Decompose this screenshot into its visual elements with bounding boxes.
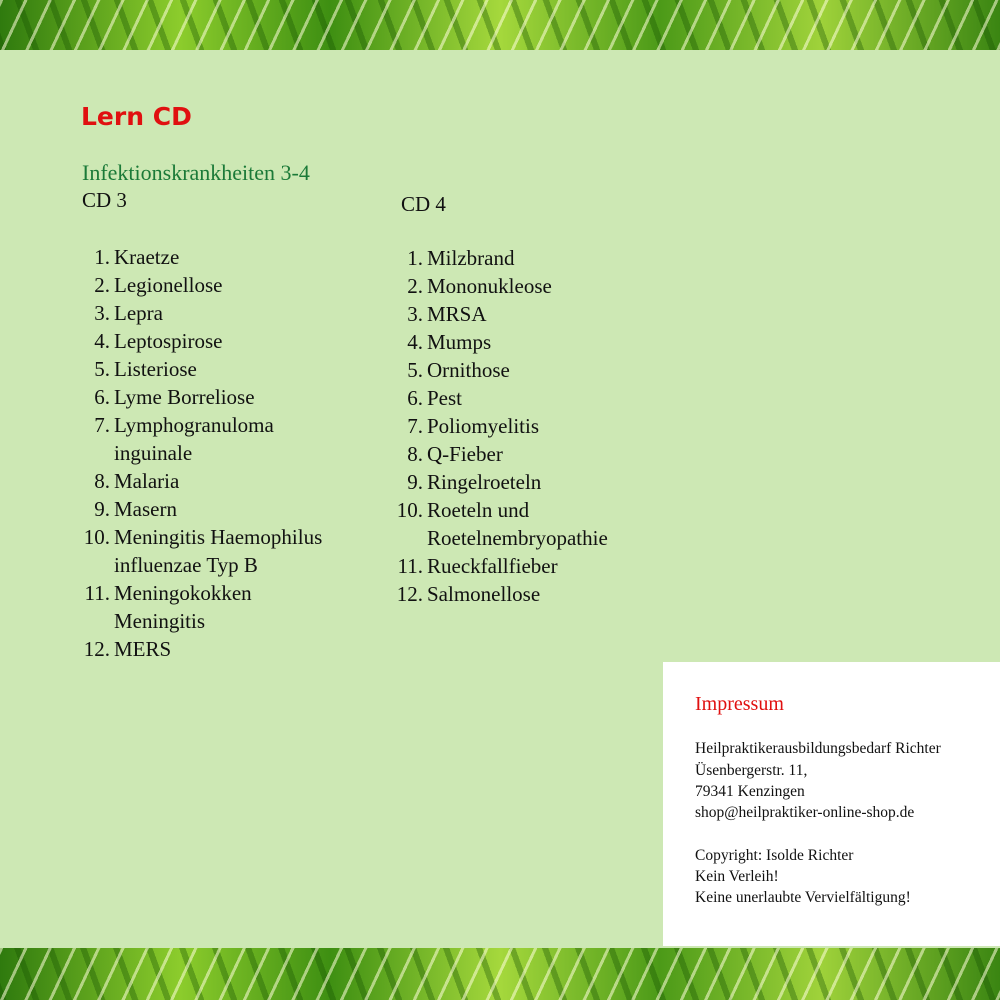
list-item-number: 10. [83,525,110,549]
list-item-number: 4. [94,329,110,353]
list-item-label: Legionellose [114,273,223,297]
cd3-list [76,243,322,663]
cd3-heading: CD 3 [82,188,127,212]
list-item-number: 8. [407,442,423,466]
cd4-heading: CD 4 [401,192,446,216]
list-item-number: 10. [396,498,423,522]
list-item-label: Meningitis [114,609,206,633]
bottom-grass-banner [0,948,1000,1000]
list-item-number: 3. [407,302,423,326]
list-item-label: Salmonellose [427,582,541,606]
list-item-number: 3. [94,301,110,325]
list-item [389,496,608,524]
list-item-number: 5. [94,357,110,381]
list-item-number: 11. [397,554,423,578]
list-item-label: Roeteln und [427,498,530,522]
list-item [76,495,322,523]
impressum-box [663,662,1000,946]
impressum-no-copy: Keine unerlaubte Vervielfältigung! [695,889,911,906]
list-item-label: Meningokokken [114,581,252,605]
list-item [389,272,608,300]
list-item-label: Rueckfallfieber [427,554,558,578]
list-item-label: Mononukleose [427,274,552,298]
list-item [389,552,608,580]
list-item-label: Q-Fieber [427,442,503,466]
impressum-city: 79341 Kenzingen [695,783,805,800]
list-item [76,383,322,411]
list-item [76,439,322,467]
list-item [76,411,322,439]
list-item [389,356,608,384]
page-subtitle: Infektionskrankheiten 3-4 [82,160,310,185]
list-item [76,551,322,579]
list-item [76,327,322,355]
list-item-label: Leptospirose [114,329,223,353]
list-item [76,271,322,299]
impressum-street: Üsenbergerstr. 11, [695,762,808,779]
list-item [389,300,608,328]
list-item-label: Ringelroeteln [427,470,542,494]
list-item-label: Roetelnembryopathie [427,526,608,550]
list-item [76,523,322,551]
list-item [76,579,322,607]
list-item [389,244,608,272]
list-item-label: Lymphogranuloma [114,413,274,437]
list-item-number: 2. [94,273,110,297]
list-item-number: 12. [83,637,110,661]
list-item-number: 11. [84,581,110,605]
list-item-number: 1. [94,245,110,269]
list-item-number: 7. [94,413,110,437]
list-item [389,580,608,608]
list-item-label: MRSA [427,302,487,326]
list-item-number: 7. [407,414,423,438]
list-item [389,384,608,412]
list-item [76,355,322,383]
list-item-label: Meningitis Haemophilus [114,525,323,549]
list-item-label: Listeriose [114,357,197,381]
list-item-number: 9. [94,497,110,521]
list-item-label: Lepra [114,301,163,325]
list-item [389,468,608,496]
list-item-number: 5. [407,358,423,382]
list-item-label: Ornithose [427,358,510,382]
list-item-label: Masern [114,497,177,521]
list-item [76,299,322,327]
list-item-label: Mumps [427,330,492,354]
list-item-label: influenzae Typ B [114,553,258,577]
list-item-number: 12. [396,582,423,606]
page-title: Lern CD [81,102,192,131]
cd4-list [389,244,608,608]
list-item-number: 6. [407,386,423,410]
list-item [76,607,322,635]
impressum-title: Impressum [695,693,784,715]
list-item-label: Malaria [114,469,180,493]
list-item-label: inguinale [114,441,193,465]
list-item-label: Milzbrand [427,246,515,270]
list-item [389,524,608,552]
impressum-copyright: Copyright: Isolde Richter [695,847,854,864]
impressum-email: shop@heilpraktiker-online-shop.de [695,804,915,821]
impressum-no-rental: Kein Verleih! [695,868,779,885]
list-item [389,440,608,468]
list-item [76,467,322,495]
list-item [76,243,322,271]
list-item-label: Poliomyelitis [427,414,540,438]
list-item-number: 8. [94,469,110,493]
list-item-label: Lyme Borreliose [114,385,255,409]
list-item-number: 9. [407,470,423,494]
list-item [76,635,322,663]
list-item-number: 4. [407,330,423,354]
list-item-number: 2. [407,274,423,298]
list-item-label: MERS [114,637,172,661]
list-item-label: Kraetze [114,245,180,269]
list-item-label: Pest [427,386,463,410]
list-item [389,412,608,440]
list-item-number: 6. [94,385,110,409]
list-item-number: 1. [407,246,423,270]
list-item [389,328,608,356]
top-grass-banner [0,0,1000,50]
impressum-company: Heilpraktikerausbildungsbedarf Richter [695,740,941,757]
